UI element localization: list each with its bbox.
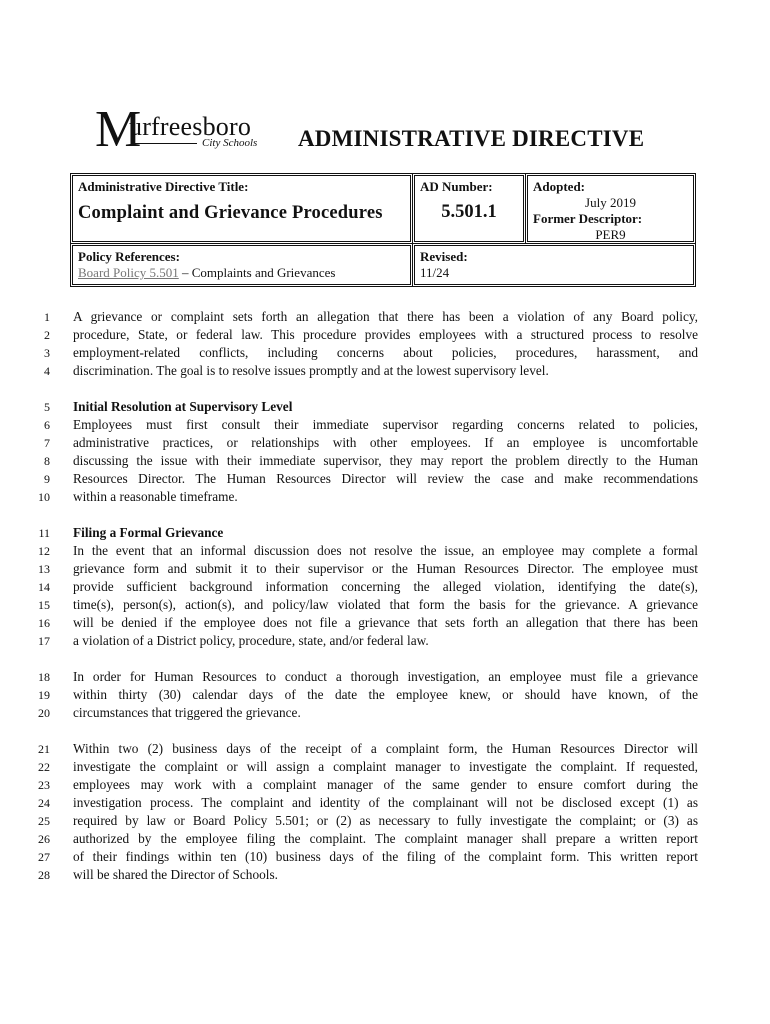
text-line	[0, 542, 770, 560]
line-number: 20	[38, 706, 50, 720]
paragraph	[0, 668, 770, 722]
line-text: time(s), person(s), action(s), and policy/law violated that form the basis for the grievance. A grievance	[73, 597, 698, 612]
adopted-label: Adopted:	[533, 179, 586, 194]
line-text: provide sufficient background information concerning the alleged violation, identifying the date(s),	[73, 579, 698, 594]
document-title: ADMINISTRATIVE DIRECTIVE	[298, 126, 645, 151]
line-text: will be denied if the employee does not file a grievance that sets forth an allegation that there has been	[73, 615, 698, 630]
line-number: 9	[44, 472, 50, 486]
line-number: 15	[38, 598, 50, 612]
line-text: procedure, State, or federal law. This procedure provides employees with a structured process to resolve	[73, 327, 698, 342]
text-line	[0, 794, 770, 812]
line-text: within thirty (30) calendar days of the date the employee knew, or should have known, of the	[73, 687, 698, 702]
text-line	[0, 308, 770, 326]
line-text: will be shared the Director of Schools.	[73, 867, 278, 882]
line-number: 27	[38, 850, 50, 864]
line-text: circumstances that triggered the grievance.	[73, 705, 301, 720]
adopted-value: July 2019	[585, 195, 636, 210]
adopted-cell	[527, 175, 694, 242]
line-number: 26	[38, 832, 50, 846]
logo-wordmark: urfreesboro	[129, 112, 252, 141]
line-text: authorized by the employee filing the complaint. The complaint manager shall prepare a written report	[73, 831, 698, 846]
line-text: employees may work with a complaint manager of the same gender to ensure comfort during the	[73, 777, 698, 792]
line-text: within a reasonable timeframe.	[73, 489, 238, 504]
paragraph	[0, 398, 770, 506]
paragraph	[0, 524, 770, 650]
directive-title-cell	[72, 175, 411, 242]
ad-number-value: 5.501.1	[441, 202, 497, 222]
line-text: employment-related conflicts, including concerns about policies, procedures, harassment, and	[73, 345, 698, 360]
line-number: 22	[38, 760, 50, 774]
text-line	[0, 704, 770, 722]
line-number: 21	[38, 742, 50, 756]
line-number: 4	[44, 364, 50, 378]
line-number: 8	[44, 454, 50, 468]
line-text: of their findings within ten (10) business days of the filing of the complaint form. This written report	[73, 849, 698, 864]
line-number: 17	[38, 634, 50, 648]
paragraph	[0, 740, 770, 884]
line-number: 13	[38, 562, 50, 576]
ad-number-label: AD Number:	[420, 179, 493, 194]
line-number: 5	[44, 400, 50, 414]
text-line	[0, 848, 770, 866]
directive-body	[0, 308, 770, 902]
revised-cell	[414, 245, 694, 285]
text-line	[0, 362, 770, 380]
text-line	[0, 398, 770, 416]
text-line	[0, 632, 770, 650]
line-text: Employees must first consult their immediate supervisor regarding concerns related to policies,	[73, 417, 698, 432]
text-line	[0, 776, 770, 794]
ad-number-cell	[414, 175, 524, 242]
text-line	[0, 668, 770, 686]
district-logo	[95, 101, 270, 158]
revised-value: 11/24	[420, 265, 450, 280]
section-heading: Filing a Formal Grievance	[73, 525, 224, 540]
line-text: In the event that an informal discussion does not resolve the issue, an employee may complete a formal	[73, 543, 698, 558]
directive-title-value: Complaint and Grievance Procedures	[78, 203, 383, 223]
line-text: a violation of a District policy, procedure, state, and/or federal law.	[73, 633, 429, 648]
line-number: 7	[44, 436, 50, 450]
text-line	[0, 596, 770, 614]
text-line	[0, 344, 770, 362]
text-line	[0, 452, 770, 470]
line-number: 28	[38, 868, 50, 882]
logo-subtitle: City Schools	[202, 137, 258, 149]
revised-label: Revised:	[420, 249, 468, 264]
line-text: discrimination. The goal is to resolve issues promptly and at the lowest supervisory level.	[73, 363, 549, 378]
line-text: In order for Human Resources to conduct a thorough investigation, an employee must file a grievance	[73, 669, 698, 684]
line-number: 6	[44, 418, 50, 432]
line-number: 19	[38, 688, 50, 702]
text-line	[0, 560, 770, 578]
line-number: 25	[38, 814, 50, 828]
line-text: discussing the issue with their immediate supervisor, they may report the problem directly to the Human	[73, 453, 698, 468]
text-line	[0, 416, 770, 434]
board-policy-link[interactable]: Board Policy 5.501	[78, 265, 179, 280]
line-text: Within two (2) business days of the receipt of a complaint form, the Human Resources Director will	[73, 741, 698, 756]
line-number: 14	[38, 580, 50, 594]
text-line	[0, 866, 770, 884]
text-line	[0, 326, 770, 344]
policy-reference-text: – Complaints and Grievances	[178, 265, 336, 280]
text-line	[0, 434, 770, 452]
line-number: 16	[38, 616, 50, 630]
text-line	[0, 614, 770, 632]
line-number: 1	[44, 310, 50, 324]
text-line	[0, 740, 770, 758]
line-number: 18	[38, 670, 50, 684]
line-text: A grievance or complaint sets forth an allegation that there has been a violation of any Board policy,	[73, 309, 698, 324]
line-text: administrative practices, or relationships with other employees. If an employee is uncomfortable	[73, 435, 698, 450]
line-number: 23	[38, 778, 50, 792]
logo-initial: M	[95, 101, 142, 158]
text-line	[0, 812, 770, 830]
former-descriptor-value: PER9	[595, 227, 626, 242]
line-number: 12	[38, 544, 50, 558]
line-number: 10	[38, 490, 50, 504]
line-number: 3	[44, 346, 50, 360]
line-number: 11	[38, 526, 50, 540]
text-line	[0, 686, 770, 704]
text-line	[0, 524, 770, 542]
line-number: 2	[44, 328, 50, 342]
line-text: investigation process. The complaint and identity of the complainant will not be disclosed except (1) as	[73, 795, 698, 810]
text-line	[0, 758, 770, 776]
paragraph	[0, 308, 770, 380]
former-descriptor-label: Former Descriptor:	[533, 211, 643, 226]
policy-references-label: Policy References:	[78, 249, 180, 264]
section-heading: Initial Resolution at Supervisory Level	[73, 399, 293, 414]
text-line	[0, 830, 770, 848]
text-line	[0, 470, 770, 488]
line-text: investigate the complaint or will assign a complaint manager to investigate the complaint. If requested,	[73, 759, 698, 774]
line-text: grievance form and submit it to their supervisor or the Human Resources Director. The employee must	[73, 561, 698, 576]
line-number: 24	[38, 796, 50, 810]
logo-rule	[133, 143, 197, 144]
text-line	[0, 488, 770, 506]
text-line	[0, 578, 770, 596]
line-text: required by law or Board Policy 5.501; or (2) as necessary to fully investigate the complaint; or (3) as	[73, 813, 698, 828]
policy-references-cell	[72, 245, 411, 285]
directive-title-label: Administrative Directive Title:	[78, 179, 249, 194]
line-text: Resources Director. The Human Resources Director will review the case and make recommendations	[73, 471, 698, 486]
